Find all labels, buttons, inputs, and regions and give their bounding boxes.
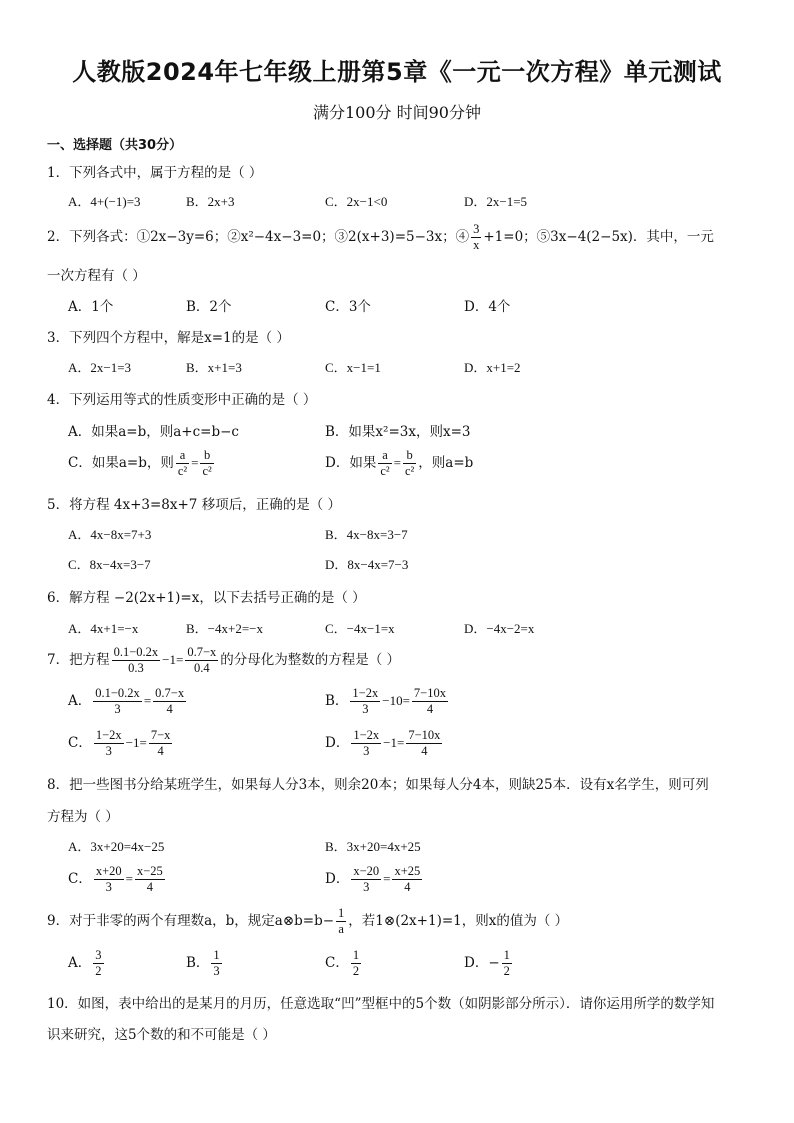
q7-d-prefix: D． — [325, 735, 350, 751]
q9-stem-prefix: 9．对于非零的两个有理数a，b，规定a⊗b=b− — [47, 913, 335, 929]
q6-stem: 6．解方程 −2(2x+1)=x，以下去括号正确的是（ ） — [47, 590, 366, 606]
q8-c-fraction-2 — [135, 864, 165, 895]
q4-d-fraction-1 — [378, 448, 391, 479]
q8-c-mid: = — [125, 871, 133, 886]
q10-stem-line2: 识来研究，这5个数的和不可能是（ ） — [47, 1027, 276, 1043]
q7-a-f2-denominator: 4 — [166, 702, 173, 716]
q7-stem-suffix: 的分母化为整数的方程是（ ） — [220, 652, 401, 668]
q4-option-d — [325, 448, 473, 479]
q4-option-c — [68, 448, 216, 479]
q9-c-numerator: 1 — [352, 948, 360, 962]
q9-d-prefix: D．− — [464, 955, 500, 971]
q4-d-f2-denominator: c² — [404, 464, 415, 478]
q2-option-b: B．2个 — [186, 299, 232, 315]
q8-d-fraction-2 — [392, 864, 422, 895]
q9-b-numerator: 1 — [213, 948, 220, 962]
q1-option-d: D．2x−1=5 — [464, 194, 528, 209]
q7-c-fraction-1 — [94, 728, 124, 759]
q7-c-prefix: C． — [68, 735, 92, 751]
q7-c-f2-denominator: 4 — [157, 744, 164, 758]
q9-stem-denominator: a — [338, 922, 344, 936]
q4-d-suffix: ，则a=b — [418, 455, 474, 471]
q7-b-f1-numerator: 1−2x — [352, 686, 379, 700]
q7-b-prefix: B． — [325, 693, 349, 709]
q7-b-f2-numerator: 7−10x — [413, 686, 446, 700]
q8-option-d — [325, 864, 424, 895]
q2-stem-part1: 2．下列各式：①2x−3y=6；②x²−4x−3=0；③2(x+3)=5−3x；④ — [47, 229, 470, 245]
q7-option-c — [68, 728, 174, 759]
q7-b-fraction-2 — [412, 686, 448, 717]
q8-c-fraction-1 — [94, 864, 124, 895]
q7-d-fraction-1 — [351, 728, 381, 759]
q9-b-fraction — [211, 948, 221, 979]
q2-fraction — [471, 222, 481, 253]
q7-c-f2-numerator: 7−x — [150, 728, 171, 742]
q4-option-b: B．如果x²=3x，则x=3 — [325, 424, 471, 440]
q5-option-c: C．8x−4x=3−7 — [68, 557, 151, 572]
q1-stem: 1．下列各式中，属于方程的是（ ） — [47, 165, 263, 181]
q2-option-c: C．3个 — [325, 299, 371, 315]
q2-fraction-numerator: 3 — [473, 222, 480, 236]
q4-d-f2-numerator: b — [403, 448, 416, 464]
q2-stem-part2: +1=0；⑤3x−4(2−5x)．其中，一元 — [483, 229, 714, 245]
section-title: 一、选择题（共30分） — [47, 138, 183, 153]
q7-stem-fraction-2 — [185, 645, 218, 676]
q9-option-c — [325, 948, 363, 979]
q7-c-f1-numerator: 1−2x — [95, 728, 122, 742]
q9-stem-numerator: 1 — [338, 906, 345, 920]
q9-a-fraction — [93, 948, 103, 979]
q2-option-a: A．1个 — [68, 299, 114, 315]
q7-a-mid: = — [143, 693, 152, 708]
page-subtitle: 满分100分 时间90分钟 — [313, 103, 481, 122]
q7-c-fraction-2 — [149, 728, 173, 759]
q8-d-f1-denominator: 3 — [363, 880, 370, 894]
q9-option-a — [68, 948, 106, 979]
q7-stem — [47, 645, 400, 676]
q6-option-c: C．−4x−1=x — [325, 621, 395, 636]
q7-stem-fraction-1 — [112, 645, 161, 676]
q8-d-f2-denominator: 4 — [404, 880, 411, 894]
q3-option-a: A．2x−1=3 — [68, 360, 132, 375]
q4-d-f1-denominator: c² — [380, 464, 390, 478]
q4-c-f1-denominator: c² — [177, 464, 188, 478]
q7-d-f2-numerator: 7−10x — [408, 728, 441, 742]
q9-a-prefix: A． — [68, 955, 92, 971]
q7-stem-prefix: 7．把方程 — [47, 652, 110, 668]
q3-option-c: C．x−1=1 — [325, 360, 381, 375]
q9-stem-fraction — [336, 906, 346, 937]
q2-fraction-denominator: x — [473, 238, 480, 252]
q7-a-f1-denominator: 3 — [114, 702, 121, 716]
page-title: 人教版2024年七年级上册第5章《一元一次方程》单元测试 — [72, 58, 722, 86]
q7-b-fraction-1 — [350, 686, 380, 717]
q7-s-f1-numerator: 0.1−0.2x — [113, 645, 159, 659]
q8-d-fraction-1 — [351, 864, 381, 895]
q5-stem: 5．将方程 4x+3=8x+7 移项后，正确的是（ ） — [47, 497, 341, 513]
q8-c-f1-numerator: x+20 — [95, 864, 122, 878]
q5-option-b: B．4x−8x=3−7 — [325, 527, 408, 542]
q7-s-f1-denominator: 0.3 — [128, 661, 144, 675]
q1-option-a: A．4+(−1)=3 — [68, 194, 141, 209]
q4-d-f1-numerator: a — [378, 448, 391, 464]
q3-option-d: D．x+1=2 — [464, 360, 521, 375]
q9-c-denominator: 2 — [352, 964, 360, 978]
q2-stem — [47, 222, 714, 253]
q3-stem: 3．下列四个方程中，解是x=1的是（ ） — [47, 330, 290, 346]
q7-c-mid: −1= — [125, 735, 147, 750]
q9-option-d — [464, 948, 514, 979]
q7-b-mid: −10= — [382, 693, 410, 708]
q1-option-c: C．2x−1<0 — [325, 194, 388, 209]
q4-c-fraction-2 — [200, 448, 213, 479]
q8-stem-line1: 8．把一些图书分给某班学生，如果每人分3本，则余20本；如果每人分4本，则缺25本．设有x名学生，则可列 — [47, 777, 709, 793]
q4-c-f1-numerator: a — [176, 448, 189, 464]
q7-d-f2-denominator: 4 — [421, 744, 428, 758]
q7-a-fraction-1 — [93, 686, 142, 717]
q7-d-f1-numerator: 1−2x — [353, 728, 380, 742]
q7-option-b — [325, 686, 450, 717]
q4-stem: 4．下列运用等式的性质变形中正确的是（ ） — [47, 392, 317, 408]
q7-a-f1-numerator: 0.1−0.2x — [95, 686, 140, 700]
q8-c-prefix: C． — [68, 871, 92, 887]
q8-stem-line2: 方程为（ ） — [47, 809, 119, 825]
q4-c-equals: = — [191, 455, 199, 470]
q8-c-f2-numerator: x−25 — [137, 864, 163, 878]
q4-d-equals: = — [393, 455, 401, 470]
q7-stem-mid: −1= — [162, 652, 184, 667]
q9-c-fraction — [351, 948, 361, 979]
q9-a-numerator: 3 — [95, 948, 102, 962]
q9-b-denominator: 3 — [213, 964, 220, 978]
q10-stem-line1: 10．如图，表中给出的是某月的月历，任意选取“凹”型框中的5个数（如阴影部分所示）．请你运用所学的数学知 — [47, 996, 715, 1012]
q4-option-a: A．如果a=b，则a+c=b−c — [68, 424, 239, 440]
q8-d-f1-numerator: x−20 — [353, 864, 380, 878]
q7-s-f2-denominator: 0.4 — [193, 661, 210, 675]
q9-c-prefix: C． — [325, 955, 349, 971]
q9-b-prefix: B． — [186, 955, 210, 971]
q1-option-b: B．2x+3 — [186, 194, 235, 209]
q7-option-d — [325, 728, 444, 759]
q4-d-prefix: D．如果 — [325, 455, 377, 471]
q6-option-d: D．−4x−2=x — [464, 621, 535, 636]
q7-a-fraction-2 — [153, 686, 186, 717]
q9-stem — [47, 906, 568, 937]
q5-option-a: A．4x−8x=7+3 — [68, 527, 152, 542]
q4-c-fraction-1 — [176, 448, 189, 479]
q2-option-d: D．4个 — [464, 299, 511, 315]
q9-option-b — [186, 948, 224, 979]
q8-d-f2-numerator: x+25 — [394, 864, 421, 878]
q9-d-denominator: 2 — [503, 964, 510, 978]
q4-c-f2-numerator: b — [200, 448, 213, 464]
q3-option-b: B．x+1=3 — [186, 360, 242, 375]
q9-d-numerator: 1 — [503, 948, 510, 962]
q7-option-a — [68, 686, 188, 717]
q9-stem-suffix: ，若1⊗(2x+1)=1，则x的值为（ ） — [348, 913, 569, 929]
q7-b-f1-denominator: 3 — [362, 702, 369, 716]
q4-c-f2-denominator: c² — [202, 464, 212, 478]
q4-d-fraction-2 — [403, 448, 416, 479]
q8-c-f2-denominator: 4 — [146, 880, 154, 894]
q5-option-d: D．8x−4x=7−3 — [325, 557, 409, 572]
q6-option-b: B．−4x+2=−x — [186, 621, 263, 636]
q8-option-b: B．3x+20=4x+25 — [325, 839, 421, 854]
q7-b-f2-denominator: 4 — [426, 702, 434, 716]
q7-s-f2-numerator: 0.7−x — [187, 645, 217, 659]
q8-d-prefix: D． — [325, 871, 350, 887]
q4-c-prefix: C．如果a=b，则 — [68, 455, 174, 471]
q6-option-a: A．4x+1=−x — [68, 621, 139, 636]
q8-option-a: A．3x+20=4x−25 — [68, 839, 165, 854]
q7-d-mid: −1= — [383, 735, 405, 750]
q9-d-fraction — [502, 948, 512, 979]
q7-c-f1-denominator: 3 — [105, 744, 112, 758]
q2-stem-line2: 一次方程有（ ） — [47, 268, 146, 284]
q8-option-c — [68, 864, 167, 895]
q7-a-f2-numerator: 0.7−x — [155, 686, 185, 700]
q9-a-denominator: 2 — [95, 964, 102, 978]
q7-a-prefix: A． — [68, 693, 92, 709]
q7-d-f1-denominator: 3 — [363, 744, 370, 758]
q8-d-mid: = — [383, 871, 391, 886]
q8-c-f1-denominator: 3 — [105, 880, 112, 894]
q7-d-fraction-2 — [406, 728, 442, 759]
